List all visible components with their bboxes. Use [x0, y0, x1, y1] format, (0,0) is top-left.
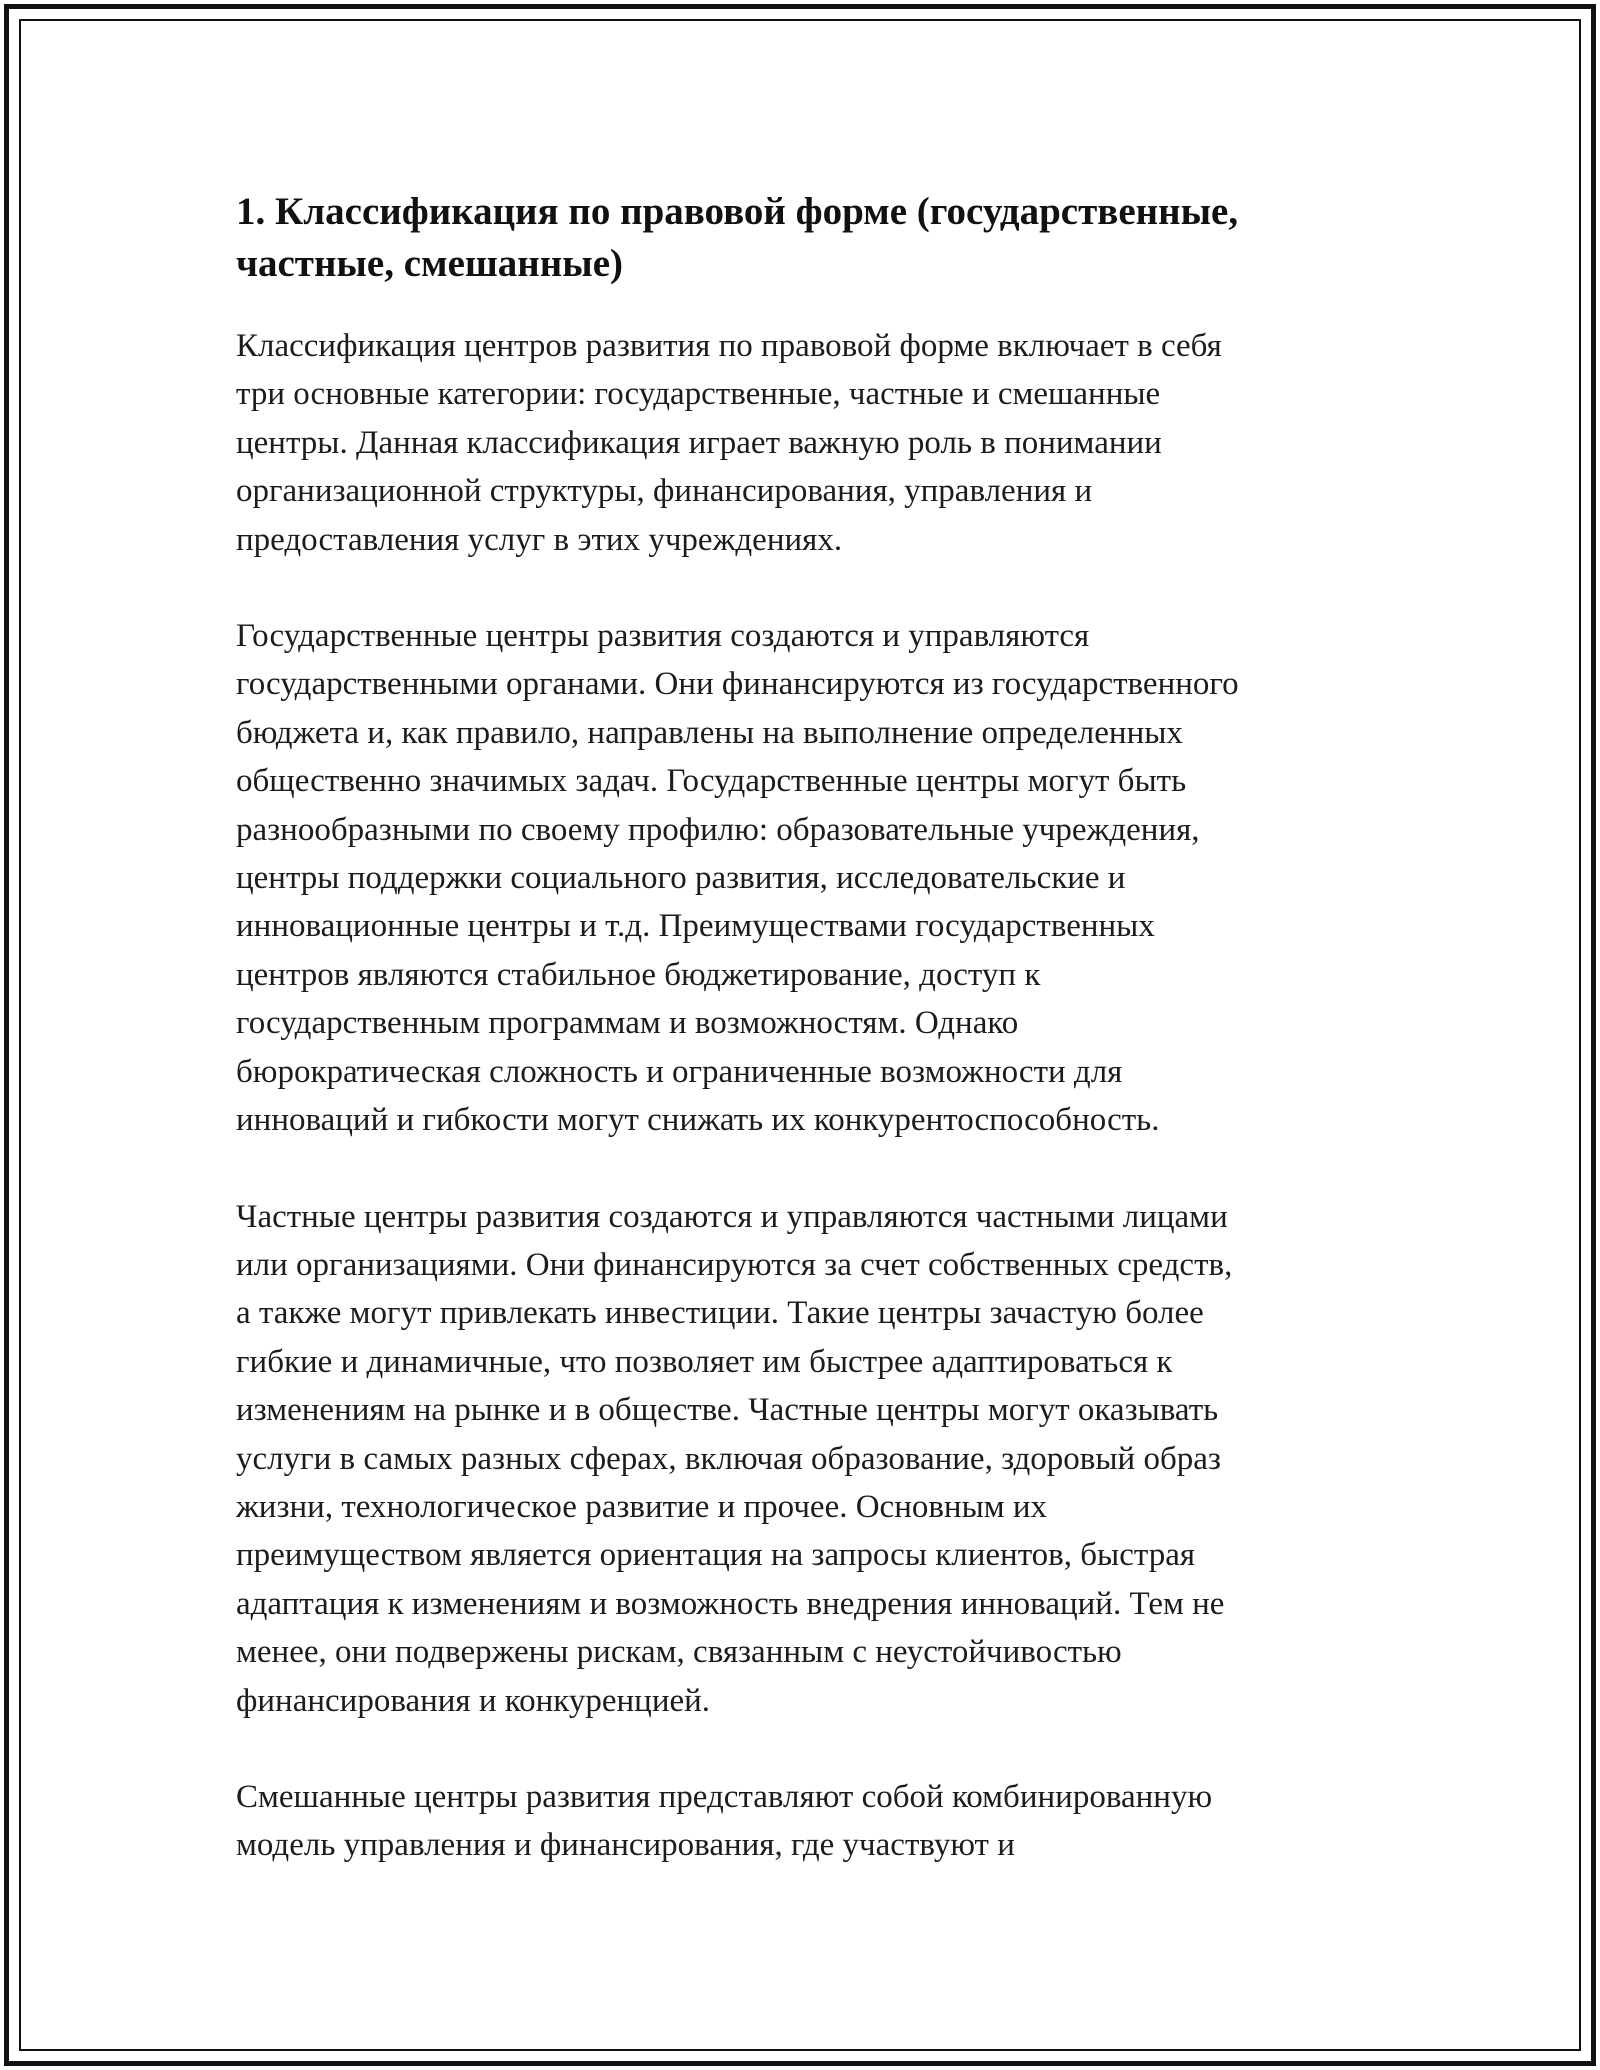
paragraph-mixed-centers: Смешанные центры развития представляют собой комбинированную модель управления и финансирования, где участвуют и [236, 1778, 1213, 1864]
paragraph-state-centers: Государственные центры развития создаются и управляются государственными органами. Они финансируются из государственного бюджета и, как правило, направлены на выполнение определенных общественно значимых задач. Государственные центры могут быть разнообразными по своему профилю: образовательные учреждения, центры поддержки социального развития, исследовательские и инновационные центры и т.д. Преимуществами государственных центров являются стабильное бюджетирование, доступ к государственным программам и возможностям. Однако бюрократическая сложность и ограниченные возможности для инноваций и гибкости могут снижать их конкурентоспособность. [236, 618, 1239, 1139]
document-body [236, 186, 1376, 1870]
paragraph-private-centers: Частные центры развития создаются и управляются частными лицами или организациями. Они финансируются за счет собственных средств, а также могут привлекать инвестиции. Такие центры зачастую более гибкие и динамичные, что позволяет им быстрее адаптироваться к изменениям на рынке и в обществе. Частные центры могут оказывать услуги в самых разных сферах, включая образование, здоровый образ жизни, технологическое развитие и прочее. Основным их преимуществом является ориентация на запросы клиентов, быстрая адаптация к изменениям и возможность внедрения инноваций. Тем не менее, они подвержены рискам, связанным с неустойчивостью финансирования и конкуренцией. [236, 1198, 1233, 1719]
paragraph-intro: Классификация центров развития по правовой форме включает в себя три основные категории: государственные, частные и смешанные центры. Данная классификация играет важную роль в понимании организационной структуры, финансирования, управления и предоставления услуг в этих учреждениях. [236, 328, 1222, 558]
section-heading: 1. Классификация по правовой форме (государственные, частные, смешанные) [236, 190, 1239, 285]
